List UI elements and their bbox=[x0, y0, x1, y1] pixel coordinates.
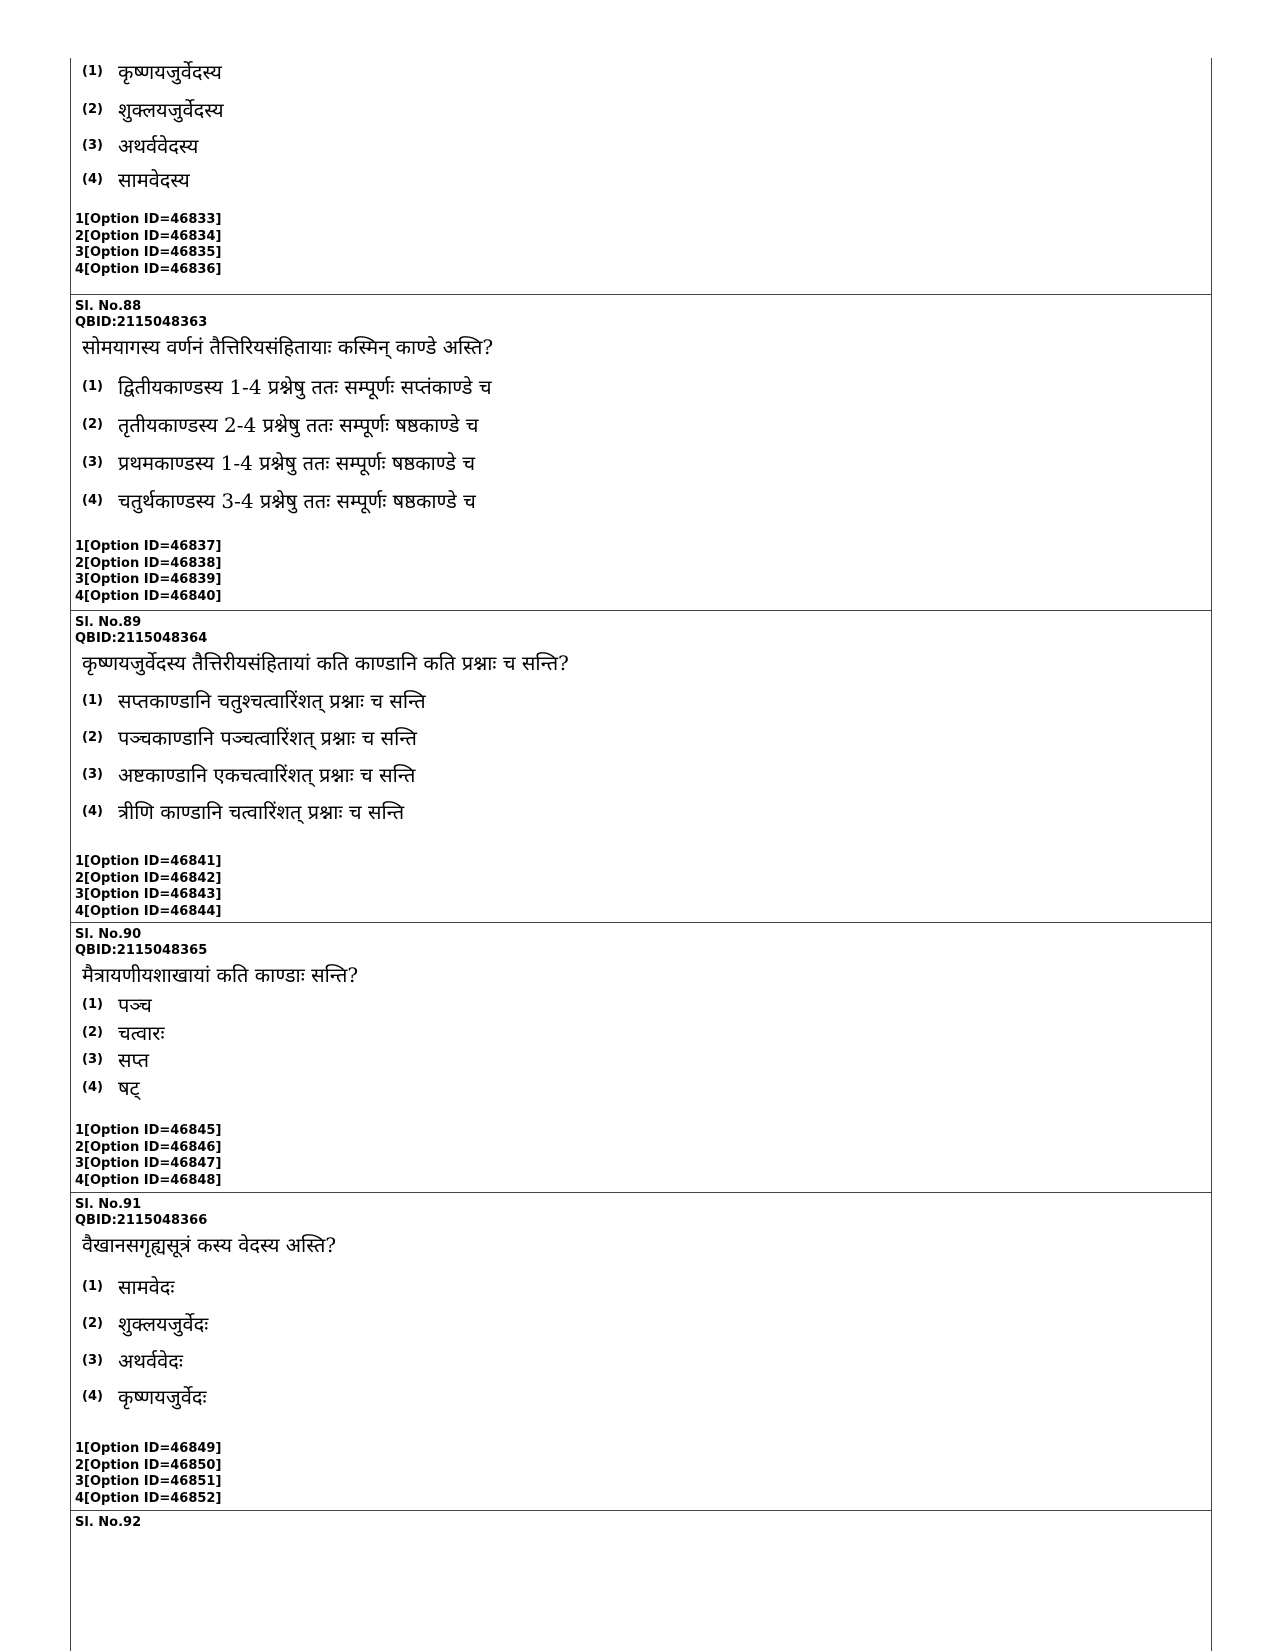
option-id: 2[Option ID=46838] bbox=[75, 555, 222, 571]
option-text: कृष्णयजुर्वेदस्य bbox=[118, 60, 222, 84]
option-number: (3) bbox=[82, 767, 103, 782]
option-id: 3[Option ID=46839] bbox=[75, 572, 222, 587]
option-number: (4) bbox=[82, 804, 103, 819]
serial-number: Sl. No.90 bbox=[75, 927, 142, 942]
option-number: (1) bbox=[82, 1279, 103, 1294]
option-id: 1[Option ID=46849] bbox=[75, 1441, 222, 1456]
option-3 bbox=[82, 449, 475, 476]
option-3 bbox=[82, 1046, 149, 1073]
option-text: शुक्लयजुर्वेदस्य bbox=[118, 98, 224, 122]
option-number: (1) bbox=[82, 693, 103, 708]
option-id-list bbox=[75, 854, 221, 920]
option-3 bbox=[82, 132, 198, 159]
serial-number: Sl. No.88 bbox=[75, 299, 142, 314]
option-id: 2[Option ID=46842] bbox=[75, 870, 222, 886]
option-text: पञ्चकाण्डानि पञ्चत्वारिंशत् प्रश्नाः च सन्ति bbox=[118, 726, 417, 750]
option-text: सप्त bbox=[118, 1048, 150, 1072]
option-id: 3[Option ID=46851] bbox=[75, 1474, 222, 1489]
option-text: अष्टकाण्डानि एकचत्वारिंशत् प्रश्नाः च सन्ति bbox=[118, 763, 416, 787]
option-4 bbox=[82, 1074, 140, 1101]
option-number: (3) bbox=[82, 138, 103, 153]
option-text: सामवेदः bbox=[118, 1275, 175, 1299]
question-block-89 bbox=[70, 610, 1212, 922]
option-text: पञ्च bbox=[118, 993, 152, 1017]
option-number: (2) bbox=[82, 417, 103, 432]
option-text: चतुर्थकाण्डस्य 3-4 प्रश्नेषु ततः सम्पूर्णः षष्ठकाण्डे च bbox=[118, 489, 476, 513]
option-number: (2) bbox=[82, 1316, 103, 1331]
option-number: (4) bbox=[82, 1389, 103, 1404]
option-number: (4) bbox=[82, 493, 103, 508]
question-block-90 bbox=[70, 922, 1212, 1192]
option-id-list bbox=[75, 212, 221, 278]
qbid: QBID:2115048364 bbox=[75, 631, 208, 646]
option-text: त्रीणि काण्डानि चत्वारिंशत् प्रश्नाः च सन्ति bbox=[118, 800, 405, 824]
option-number: (3) bbox=[82, 455, 103, 470]
option-text: तृतीयकाण्डस्य 2-4 प्रश्नेषु ततः सम्पूर्णः षष्ठकाण्डे च bbox=[118, 413, 479, 437]
option-id: 4[Option ID=46844] bbox=[75, 903, 222, 919]
option-4 bbox=[82, 487, 476, 514]
option-id: 1[Option ID=46833] bbox=[75, 212, 222, 227]
option-id: 3[Option ID=46835] bbox=[75, 245, 222, 260]
option-number: (4) bbox=[82, 1080, 103, 1095]
question-block-92 bbox=[70, 1510, 1212, 1651]
option-4 bbox=[82, 166, 190, 193]
option-id: 3[Option ID=46843] bbox=[75, 887, 222, 902]
serial-number: Sl. No.91 bbox=[75, 1197, 142, 1212]
question-text: वैखानसगृह्यसूत्रं कस्य वेदस्य अस्ति? bbox=[82, 1233, 337, 1257]
option-id-list bbox=[75, 1123, 221, 1189]
option-text: अथर्ववेदः bbox=[118, 1349, 183, 1373]
question-text: कृष्णयजुर्वेदस्य तैत्तिरीयसंहितायां कति काण्डानि कति प्रश्नाः च सन्ति? bbox=[82, 651, 569, 675]
option-id: 1[Option ID=46841] bbox=[75, 854, 222, 869]
option-id-list bbox=[75, 539, 221, 605]
option-text: षट् bbox=[118, 1076, 140, 1100]
option-2 bbox=[82, 96, 224, 123]
option-id: 2[Option ID=46834] bbox=[75, 228, 222, 244]
option-text: चत्वारः bbox=[118, 1021, 165, 1045]
question-block-91 bbox=[70, 1192, 1212, 1510]
option-number: (4) bbox=[82, 172, 103, 187]
option-2 bbox=[82, 411, 479, 438]
option-id: 4[Option ID=46852] bbox=[75, 1490, 222, 1506]
option-3 bbox=[82, 761, 415, 788]
option-2 bbox=[82, 1310, 208, 1337]
option-1 bbox=[82, 58, 222, 85]
qbid: QBID:2115048366 bbox=[75, 1213, 208, 1228]
option-2 bbox=[82, 1019, 165, 1046]
option-number: (3) bbox=[82, 1353, 103, 1368]
option-4 bbox=[82, 1383, 206, 1410]
option-number: (1) bbox=[82, 379, 103, 394]
option-id: 1[Option ID=46845] bbox=[75, 1123, 222, 1138]
option-1 bbox=[82, 687, 426, 714]
option-number: (1) bbox=[82, 997, 103, 1012]
option-id: 3[Option ID=46847] bbox=[75, 1156, 222, 1171]
option-text: द्वितीयकाण्डस्य 1-4 प्रश्नेषु ततः सम्पूर्णः सप्तंकाण्डे च bbox=[118, 375, 492, 399]
question-text: सोमयागस्य वर्णनं तैत्तिरियसंहितायाः कस्मिन् काण्डे अस्ति? bbox=[82, 335, 494, 359]
serial-number: Sl. No.92 bbox=[75, 1515, 142, 1530]
option-id-list bbox=[75, 1441, 221, 1507]
option-2 bbox=[82, 724, 417, 751]
option-text: शुक्लयजुर्वेदः bbox=[118, 1312, 209, 1336]
question-block-87-continued bbox=[70, 58, 1212, 294]
serial-number: Sl. No.89 bbox=[75, 615, 142, 630]
option-text: सप्तकाण्डानि चतुश्चत्वारिंशत् प्रश्नाः च सन्ति bbox=[118, 689, 426, 713]
option-number: (1) bbox=[82, 64, 103, 79]
option-id: 4[Option ID=46848] bbox=[75, 1172, 222, 1188]
option-1 bbox=[82, 373, 492, 400]
option-text: प्रथमकाण्डस्य 1-4 प्रश्नेषु ततः सम्पूर्णः षष्ठकाण्डे च bbox=[118, 451, 476, 475]
option-number: (3) bbox=[82, 1052, 103, 1067]
option-id: 4[Option ID=46840] bbox=[75, 588, 222, 604]
option-number: (2) bbox=[82, 730, 103, 745]
option-text: कृष्णयजुर्वेदः bbox=[118, 1385, 207, 1409]
option-1 bbox=[82, 1273, 174, 1300]
option-3 bbox=[82, 1347, 183, 1374]
option-text: सामवेदस्य bbox=[118, 168, 190, 192]
option-id: 2[Option ID=46850] bbox=[75, 1457, 222, 1473]
question-text: मैत्रायणीयशाखायां कति काण्डाः सन्ति? bbox=[82, 963, 359, 987]
option-text: अथर्ववेदस्य bbox=[118, 134, 199, 158]
option-number: (2) bbox=[82, 102, 103, 117]
qbid: QBID:2115048365 bbox=[75, 943, 208, 958]
qbid: QBID:2115048363 bbox=[75, 315, 208, 330]
option-1 bbox=[82, 991, 152, 1018]
question-block-88 bbox=[70, 294, 1212, 610]
option-4 bbox=[82, 798, 404, 825]
option-id: 4[Option ID=46836] bbox=[75, 261, 222, 277]
option-id: 1[Option ID=46837] bbox=[75, 539, 222, 554]
option-id: 2[Option ID=46846] bbox=[75, 1139, 222, 1155]
option-number: (2) bbox=[82, 1025, 103, 1040]
